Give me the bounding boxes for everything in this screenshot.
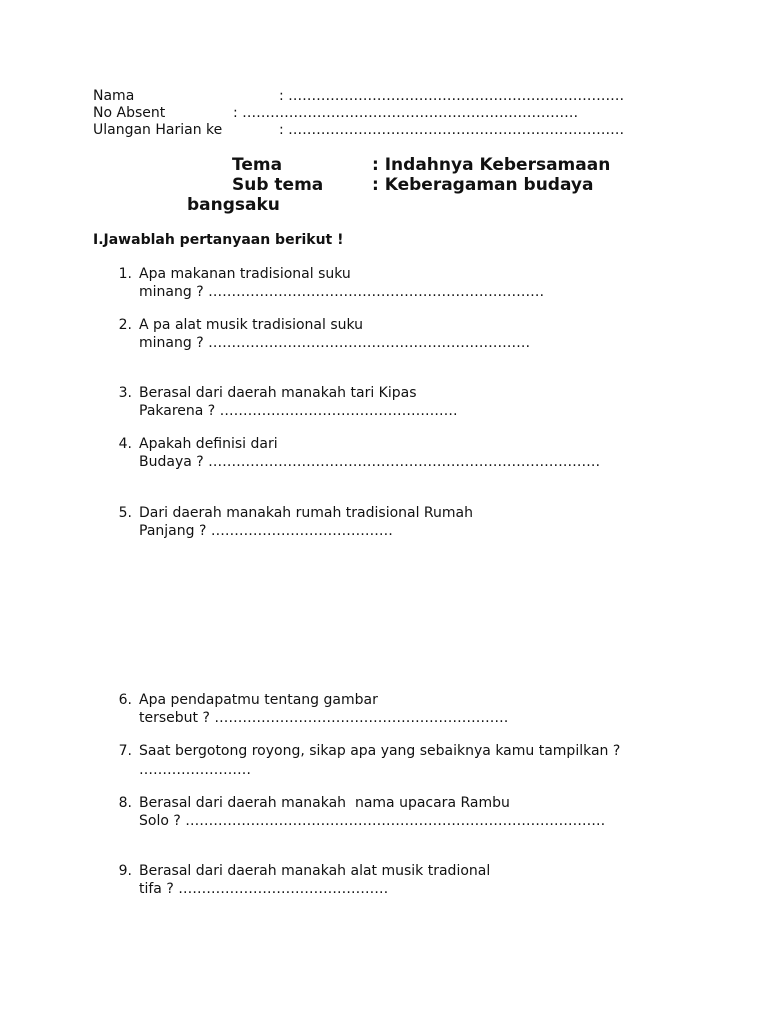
answer-line: minang ? ……………………………………………………………… — [139, 284, 545, 300]
question-number: 9. — [118, 863, 132, 879]
question-text: Berasal dari daerah manakah alat musik tradional — [139, 863, 491, 879]
question-number: 6. — [118, 692, 132, 708]
absent-label: No Absent — [93, 105, 166, 121]
answer-line: …………………… — [139, 762, 251, 778]
question-text: Berasal dari daerah manakah nama upacara Rambu — [139, 795, 510, 811]
question-number: 7. — [118, 743, 132, 759]
question-text: Berasal dari daerah manakah tari Kipas — [139, 385, 417, 401]
question-number: 3. — [118, 385, 132, 401]
answer-line: Pakarena ? …………………………………………… — [139, 403, 458, 419]
question-number: 1. — [118, 266, 132, 282]
question-number: 5. — [118, 505, 132, 521]
answer-line: tersebut ? ……………………………………………………… — [139, 710, 509, 726]
ulangan-label: Ulangan Harian ke — [93, 122, 223, 138]
question-text: Apakah definisi dari — [139, 436, 278, 452]
question-text: Apa makanan tradisional suku — [139, 266, 351, 282]
question-number: 2. — [118, 317, 132, 333]
answer-line: Solo ? ……………………………………………………………………………… — [139, 813, 606, 829]
tema-value: : Indahnya Kebersamaan — [372, 155, 611, 175]
subtema-label: Sub tema — [232, 175, 324, 195]
instruction-heading: I.Jawablah pertanyaan berikut ! — [93, 232, 344, 248]
answer-line: minang ? …………………………………………………………… — [139, 335, 531, 351]
question-number: 4. — [118, 436, 132, 452]
answer-line: Panjang ? ………………………………… — [139, 523, 393, 539]
nama-label: Nama — [93, 88, 135, 104]
absent-fill-line: : ……………………………………………………………… — [233, 105, 579, 121]
question-text: A pa alat musik tradisional suku — [139, 317, 364, 333]
answer-line: Budaya ? ………………………………………………………………………… — [139, 454, 601, 470]
question-text: Apa pendapatmu tentang gambar — [139, 692, 378, 708]
nama-fill-line: : ……………………………………………………………… — [279, 88, 625, 104]
tema-label: Tema — [232, 155, 283, 175]
question-number: 8. — [118, 795, 132, 811]
question-text: Dari daerah manakah rumah tradisional Rumah — [139, 505, 473, 521]
ulangan-fill-line: : ……………………………………………………………… — [279, 122, 625, 138]
answer-line: tifa ? ……………………………………… — [139, 881, 389, 897]
subtema-wrap: bangsaku — [187, 195, 280, 215]
question-text: Saat bergotong royong, sikap apa yang sebaiknya kamu tampilkan ? — [139, 743, 621, 759]
subtema-value: : Keberagaman budaya — [372, 175, 594, 195]
